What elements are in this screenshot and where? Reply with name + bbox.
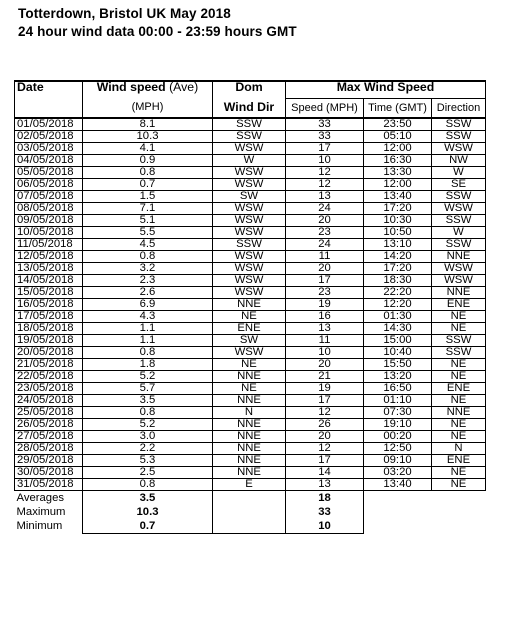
max-speed-cell: 33 [286,118,364,131]
max-dir-cell: NE [432,323,486,335]
max-dir-cell: W [432,167,486,179]
max-time-cell: 16:30 [364,155,432,167]
summary-wind-speed: 3.5 [83,491,213,506]
max-time-cell: 12:20 [364,299,432,311]
max-dir-cell: NE [432,419,486,431]
dom-dir-cell: WSW [213,215,286,227]
max-speed-cell: 14 [286,467,364,479]
date-cell: 13/05/2018 [15,263,83,275]
table-row [15,215,486,227]
max-speed-cell: 17 [286,143,364,155]
max-speed-cell: 23 [286,287,364,299]
table-row [15,287,486,299]
max-dir-cell: ENE [432,455,486,467]
max-speed-cell: 10 [286,155,364,167]
max-dir-cell: WSW [432,203,486,215]
wind-speed-cell: 1.1 [83,335,213,347]
table-row [15,479,486,491]
wind-speed-cell: 5.2 [83,371,213,383]
summary-blank [432,519,486,534]
table-row [15,407,486,419]
max-dir-cell: NE [432,371,486,383]
date-cell: 28/05/2018 [15,443,83,455]
max-time-cell: 09:10 [364,455,432,467]
max-speed-cell: 12 [286,167,364,179]
dom-dir-cell: NNE [213,371,286,383]
header-wind-dir: Wind Dir [213,99,286,119]
date-cell: 26/05/2018 [15,419,83,431]
header-row-bottom [15,99,486,119]
max-speed-cell: 23 [286,227,364,239]
max-dir-cell: WSW [432,275,486,287]
max-speed-cell: 26 [286,419,364,431]
table-row [15,431,486,443]
date-cell: 08/05/2018 [15,203,83,215]
dom-dir-cell: WSW [213,167,286,179]
wind-speed-cell: 0.8 [83,407,213,419]
max-speed-cell: 20 [286,359,364,371]
max-speed-cell: 19 [286,383,364,395]
max-dir-cell: NNE [432,407,486,419]
max-speed-cell: 17 [286,455,364,467]
wind-speed-cell: 0.8 [83,347,213,359]
header-direction: Direction [432,99,486,119]
summary-label: Minimum [16,520,63,533]
wind-speed-cell: 5.3 [83,455,213,467]
table-row [15,455,486,467]
table-row [15,275,486,287]
max-speed-cell: 12 [286,179,364,191]
date-cell: 16/05/2018 [15,299,83,311]
max-dir-cell: NE [432,479,486,491]
header-wind-speed-unit: (MPH) [83,99,213,119]
dom-dir-cell: WSW [213,287,286,299]
max-speed-cell: 11 [286,335,364,347]
wind-speed-cell: 0.7 [83,179,213,191]
max-time-cell: 13:30 [364,167,432,179]
date-cell: 01/05/2018 [15,118,83,131]
table-row [15,395,486,407]
max-speed-cell: 24 [286,239,364,251]
header-wind-speed [83,81,213,99]
dom-dir-cell: W [213,155,286,167]
date-cell: 07/05/2018 [15,191,83,203]
dom-dir-cell: NE [213,383,286,395]
max-time-cell: 17:20 [364,263,432,275]
max-time-cell: 01:10 [364,395,432,407]
date-cell: 09/05/2018 [15,215,83,227]
dom-dir-cell: WSW [213,179,286,191]
summary-blank [213,519,286,534]
date-cell: 15/05/2018 [15,287,83,299]
max-dir-cell: NW [432,155,486,167]
table-row [15,371,486,383]
max-speed-cell: 13 [286,479,364,491]
table-row [15,179,486,191]
max-time-cell: 19:10 [364,419,432,431]
max-dir-cell: SSW [432,335,486,347]
max-dir-cell: NNE [432,251,486,263]
dom-dir-cell: WSW [213,203,286,215]
max-dir-cell: NE [432,467,486,479]
max-speed-cell: 17 [286,395,364,407]
max-dir-cell: ENE [432,383,486,395]
header-wind-speed-ave: (Ave) [169,81,199,94]
dom-dir-cell: E [213,479,286,491]
max-speed-cell: 11 [286,251,364,263]
max-time-cell: 10:40 [364,347,432,359]
date-cell: 19/05/2018 [15,335,83,347]
header-date: Date [15,81,83,118]
wind-speed-cell: 4.3 [83,311,213,323]
max-time-cell: 22:20 [364,287,432,299]
max-time-cell: 07:30 [364,407,432,419]
dom-dir-cell: NE [213,359,286,371]
max-speed-cell: 24 [286,203,364,215]
date-cell: 27/05/2018 [15,431,83,443]
max-dir-cell: SSW [432,131,486,143]
date-cell: 12/05/2018 [15,251,83,263]
wind-speed-cell: 1.5 [83,191,213,203]
date-cell: 10/05/2018 [15,227,83,239]
max-time-cell: 15:50 [364,359,432,371]
date-cell: 18/05/2018 [15,323,83,335]
max-dir-cell: SE [432,179,486,191]
table-row [15,467,486,479]
max-time-cell: 10:30 [364,215,432,227]
dom-dir-cell: SSW [213,239,286,251]
report-subtitle: 24 hour wind data 00:00 - 23:59 hours GMT [18,24,297,39]
wind-speed-cell: 2.6 [83,287,213,299]
max-speed-cell: 33 [286,131,364,143]
header-dom: Dom [213,81,286,99]
max-dir-cell: NNE [432,287,486,299]
summary-blank [432,505,486,519]
dom-dir-cell: SSW [213,131,286,143]
date-cell: 14/05/2018 [15,275,83,287]
summary-max-speed: 18 [286,491,364,506]
max-speed-cell: 13 [286,323,364,335]
table-row [15,251,486,263]
max-dir-cell: W [432,227,486,239]
wind-speed-cell: 1.1 [83,323,213,335]
wind-data-table [14,80,486,534]
date-cell: 04/05/2018 [15,155,83,167]
summary-max-speed: 33 [286,505,364,519]
summary-label: Maximum [16,506,66,518]
dom-dir-cell: NNE [213,419,286,431]
report-title: Totterdown, Bristol UK May 2018 [18,6,231,21]
table-row [15,167,486,179]
summary-wind-speed: 10.3 [83,505,213,519]
wind-speed-cell: 3.0 [83,431,213,443]
date-cell: 22/05/2018 [15,371,83,383]
dom-dir-cell: NNE [213,455,286,467]
max-time-cell: 17:20 [364,203,432,215]
table-row [15,155,486,167]
summary-row [15,491,486,506]
dom-dir-cell: WSW [213,263,286,275]
wind-speed-cell: 0.8 [83,167,213,179]
wind-speed-cell: 3.5 [83,395,213,407]
wind-speed-cell: 3.2 [83,263,213,275]
max-time-cell: 23:50 [364,118,432,131]
table-row [15,311,486,323]
max-speed-cell: 20 [286,431,364,443]
max-dir-cell: SSW [432,215,486,227]
max-time-cell: 03:20 [364,467,432,479]
dom-dir-cell: NNE [213,299,286,311]
dom-dir-cell: WSW [213,227,286,239]
table-row [15,203,486,215]
date-cell: 25/05/2018 [15,407,83,419]
date-cell: 03/05/2018 [15,143,83,155]
max-time-cell: 12:00 [364,143,432,155]
table-row [15,359,486,371]
max-dir-cell: SSW [432,239,486,251]
max-dir-cell: ENE [432,299,486,311]
max-time-cell: 16:50 [364,383,432,395]
date-cell: 23/05/2018 [15,383,83,395]
date-cell: 24/05/2018 [15,395,83,407]
max-speed-cell: 17 [286,275,364,287]
wind-speed-cell: 8.1 [83,118,213,131]
table-row [15,383,486,395]
date-cell: 31/05/2018 [15,479,83,491]
max-time-cell: 14:20 [364,251,432,263]
max-dir-cell: SSW [432,191,486,203]
max-speed-cell: 12 [286,443,364,455]
dom-dir-cell: NNE [213,431,286,443]
date-cell: 21/05/2018 [15,359,83,371]
table-row [15,299,486,311]
table-row [15,323,486,335]
table-row [15,335,486,347]
wind-speed-cell: 0.8 [83,251,213,263]
table-row [15,347,486,359]
header-speed-mph: Speed (MPH) [286,99,364,119]
wind-speed-cell: 0.9 [83,155,213,167]
max-time-cell: 10:50 [364,227,432,239]
wind-speed-cell: 2.2 [83,443,213,455]
header-max-wind-speed: Max Wind Speed [286,81,486,99]
dom-dir-cell: NE [213,311,286,323]
max-dir-cell: NE [432,431,486,443]
max-time-cell: 13:10 [364,239,432,251]
max-time-cell: 15:00 [364,335,432,347]
dom-dir-cell: WSW [213,275,286,287]
max-speed-cell: 19 [286,299,364,311]
max-time-cell: 05:10 [364,131,432,143]
max-time-cell: 13:40 [364,479,432,491]
dom-dir-cell: SW [213,335,286,347]
header-time-gmt: Time (GMT) [364,99,432,119]
dom-dir-cell: WSW [213,347,286,359]
date-cell: 02/05/2018 [15,131,83,143]
dom-dir-cell: WSW [213,251,286,263]
max-dir-cell: N [432,443,486,455]
summary-blank [432,491,486,506]
date-cell: 05/05/2018 [15,167,83,179]
max-dir-cell: NE [432,359,486,371]
summary-wind-speed: 0.7 [83,519,213,534]
table-row [15,118,486,131]
max-time-cell: 13:40 [364,191,432,203]
max-dir-cell: WSW [432,263,486,275]
summary-blank [364,491,432,506]
max-speed-cell: 20 [286,263,364,275]
dom-dir-cell: SSW [213,118,286,131]
date-cell: 17/05/2018 [15,311,83,323]
max-speed-cell: 21 [286,371,364,383]
summary-max-speed: 10 [286,519,364,534]
summary-blank [213,505,286,519]
table-row [15,143,486,155]
table-row [15,443,486,455]
wind-speed-cell: 10.3 [83,131,213,143]
dom-dir-cell: SW [213,191,286,203]
max-dir-cell: NE [432,311,486,323]
dom-dir-cell: N [213,407,286,419]
wind-speed-cell: 2.5 [83,467,213,479]
summary-blank [364,519,432,534]
max-time-cell: 18:30 [364,275,432,287]
wind-speed-cell: 4.1 [83,143,213,155]
date-cell: 06/05/2018 [15,179,83,191]
wind-speed-cell: 5.2 [83,419,213,431]
max-speed-cell: 12 [286,407,364,419]
summary-blank [364,505,432,519]
max-time-cell: 13:20 [364,371,432,383]
summary-blank [213,491,286,506]
table-row [15,419,486,431]
max-speed-cell: 20 [286,215,364,227]
date-cell: 30/05/2018 [15,467,83,479]
max-dir-cell: NE [432,395,486,407]
dom-dir-cell: WSW [213,143,286,155]
wind-speed-cell: 6.9 [83,299,213,311]
header-wind-speed-label: Wind speed [96,81,166,94]
summary-row [15,519,486,534]
wind-speed-cell: 5.5 [83,227,213,239]
wind-speed-cell: 7.1 [83,203,213,215]
date-cell: 11/05/2018 [15,239,83,251]
wind-speed-cell: 0.8 [83,479,213,491]
summary-label: Averages [16,492,65,504]
dom-dir-cell: NNE [213,467,286,479]
max-speed-cell: 13 [286,191,364,203]
header-row-top [15,81,486,99]
dom-dir-cell: NNE [213,443,286,455]
summary-row [15,505,486,519]
table-row [15,227,486,239]
wind-speed-cell: 5.7 [83,383,213,395]
date-cell: 29/05/2018 [15,455,83,467]
table-row [15,131,486,143]
table-row [15,263,486,275]
max-time-cell: 14:30 [364,323,432,335]
max-time-cell: 01:30 [364,311,432,323]
max-speed-cell: 10 [286,347,364,359]
dom-dir-cell: ENE [213,323,286,335]
wind-speed-cell: 2.3 [83,275,213,287]
wind-speed-cell: 1.8 [83,359,213,371]
max-time-cell: 12:00 [364,179,432,191]
wind-speed-cell: 5.1 [83,215,213,227]
table-row [15,191,486,203]
max-speed-cell: 16 [286,311,364,323]
dom-dir-cell: NNE [213,395,286,407]
date-cell: 20/05/2018 [15,347,83,359]
table-row [15,239,486,251]
max-time-cell: 00:20 [364,431,432,443]
max-dir-cell: SSW [432,118,486,131]
max-time-cell: 12:50 [364,443,432,455]
max-dir-cell: WSW [432,143,486,155]
wind-speed-cell: 4.5 [83,239,213,251]
max-dir-cell: SSW [432,347,486,359]
